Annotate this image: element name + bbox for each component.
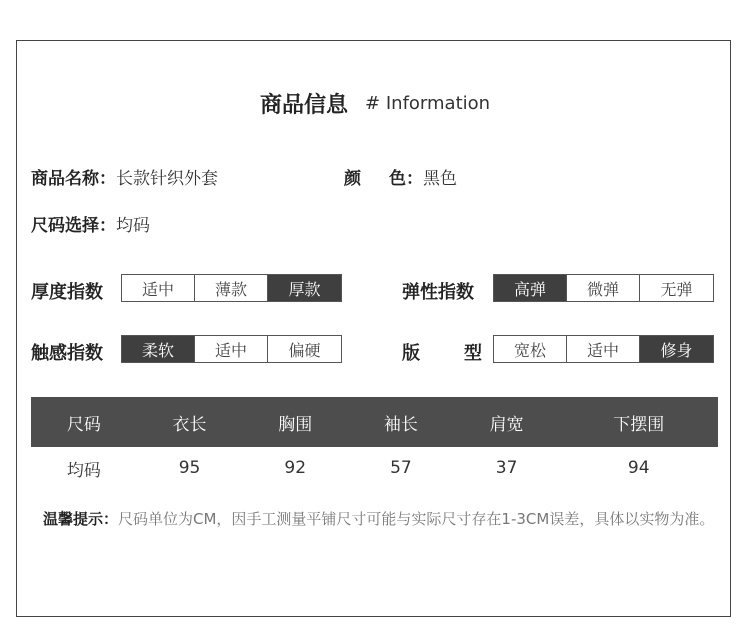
hem-cell: 94 (627, 458, 650, 478)
table-row (31, 447, 718, 489)
size-table-header-chest: 胸围 (242, 397, 348, 447)
elasticity-option-high: 高弹 (494, 275, 567, 301)
size-choice-row (31, 211, 150, 236)
thickness-label: 厚度指数 (31, 282, 103, 303)
fit-option-regular: 适中 (567, 336, 640, 362)
touch-option-soft: 柔软 (122, 336, 195, 362)
product-name-row (31, 164, 218, 189)
color-value: 黑色 (423, 169, 457, 189)
thickness-option-thin: 薄款 (195, 275, 268, 301)
fit-selector (493, 335, 714, 363)
elasticity-label: 弹性指数 (402, 282, 474, 303)
color-key-first: 颜 (344, 169, 361, 189)
size-table-header-size: 尺码 (31, 397, 137, 447)
warm-tip-label: 温馨提示： (43, 510, 119, 528)
thickness-selector (121, 274, 342, 302)
thickness-option-thick: 厚款 (268, 275, 341, 301)
touch-option-hard: 偏硬 (268, 336, 341, 362)
touch-selector (121, 335, 342, 363)
elasticity-option-none: 无弹 (640, 275, 713, 301)
warm-tip (43, 508, 715, 530)
elasticity-selector (493, 274, 714, 302)
product-info-frame (16, 40, 731, 617)
chest-cell: 92 (284, 458, 307, 478)
section-title (0, 88, 750, 119)
fit-label-first: 版 (402, 343, 420, 364)
fit-label-second: 型 (464, 343, 482, 364)
product-name-value: 长款针织外套 (116, 169, 218, 189)
elasticity-option-slight: 微弹 (567, 275, 640, 301)
size-table-header-row (31, 397, 718, 447)
touch-option-moderate: 适中 (195, 336, 268, 362)
size-table-header-length: 衣长 (137, 397, 243, 447)
color-row (344, 164, 457, 189)
fit-option-loose: 宽松 (494, 336, 567, 362)
size-table-header-shoulder: 肩宽 (454, 397, 560, 447)
title-main: 商品信息 (259, 93, 348, 118)
size-choice-key: 尺码选择： (31, 216, 116, 236)
size-table-header-sleeve: 袖长 (348, 397, 454, 447)
thickness-option-moderate: 适中 (122, 275, 195, 301)
warm-tip-text: 尺码单位为CM，因手工测量平铺尺寸可能与实际尺寸存在1-3CM误差，具体以实物为准。 (118, 510, 715, 528)
touch-label: 触感指数 (31, 343, 103, 364)
product-name-key: 商品名称： (31, 169, 116, 189)
sleeve-cell: 57 (390, 458, 412, 478)
shoulder-cell: 37 (495, 458, 518, 478)
size-cell: 均码 (66, 460, 101, 481)
length-cell: 95 (178, 458, 201, 478)
fit-label (402, 339, 482, 365)
title-sub: # Information (365, 93, 491, 114)
fit-option-slim: 修身 (640, 336, 713, 362)
size-choice-value: 均码 (116, 216, 150, 236)
size-table-header-hem: 下摆围 (559, 397, 718, 447)
color-key-second: 色： (389, 169, 423, 189)
size-table (31, 397, 718, 489)
